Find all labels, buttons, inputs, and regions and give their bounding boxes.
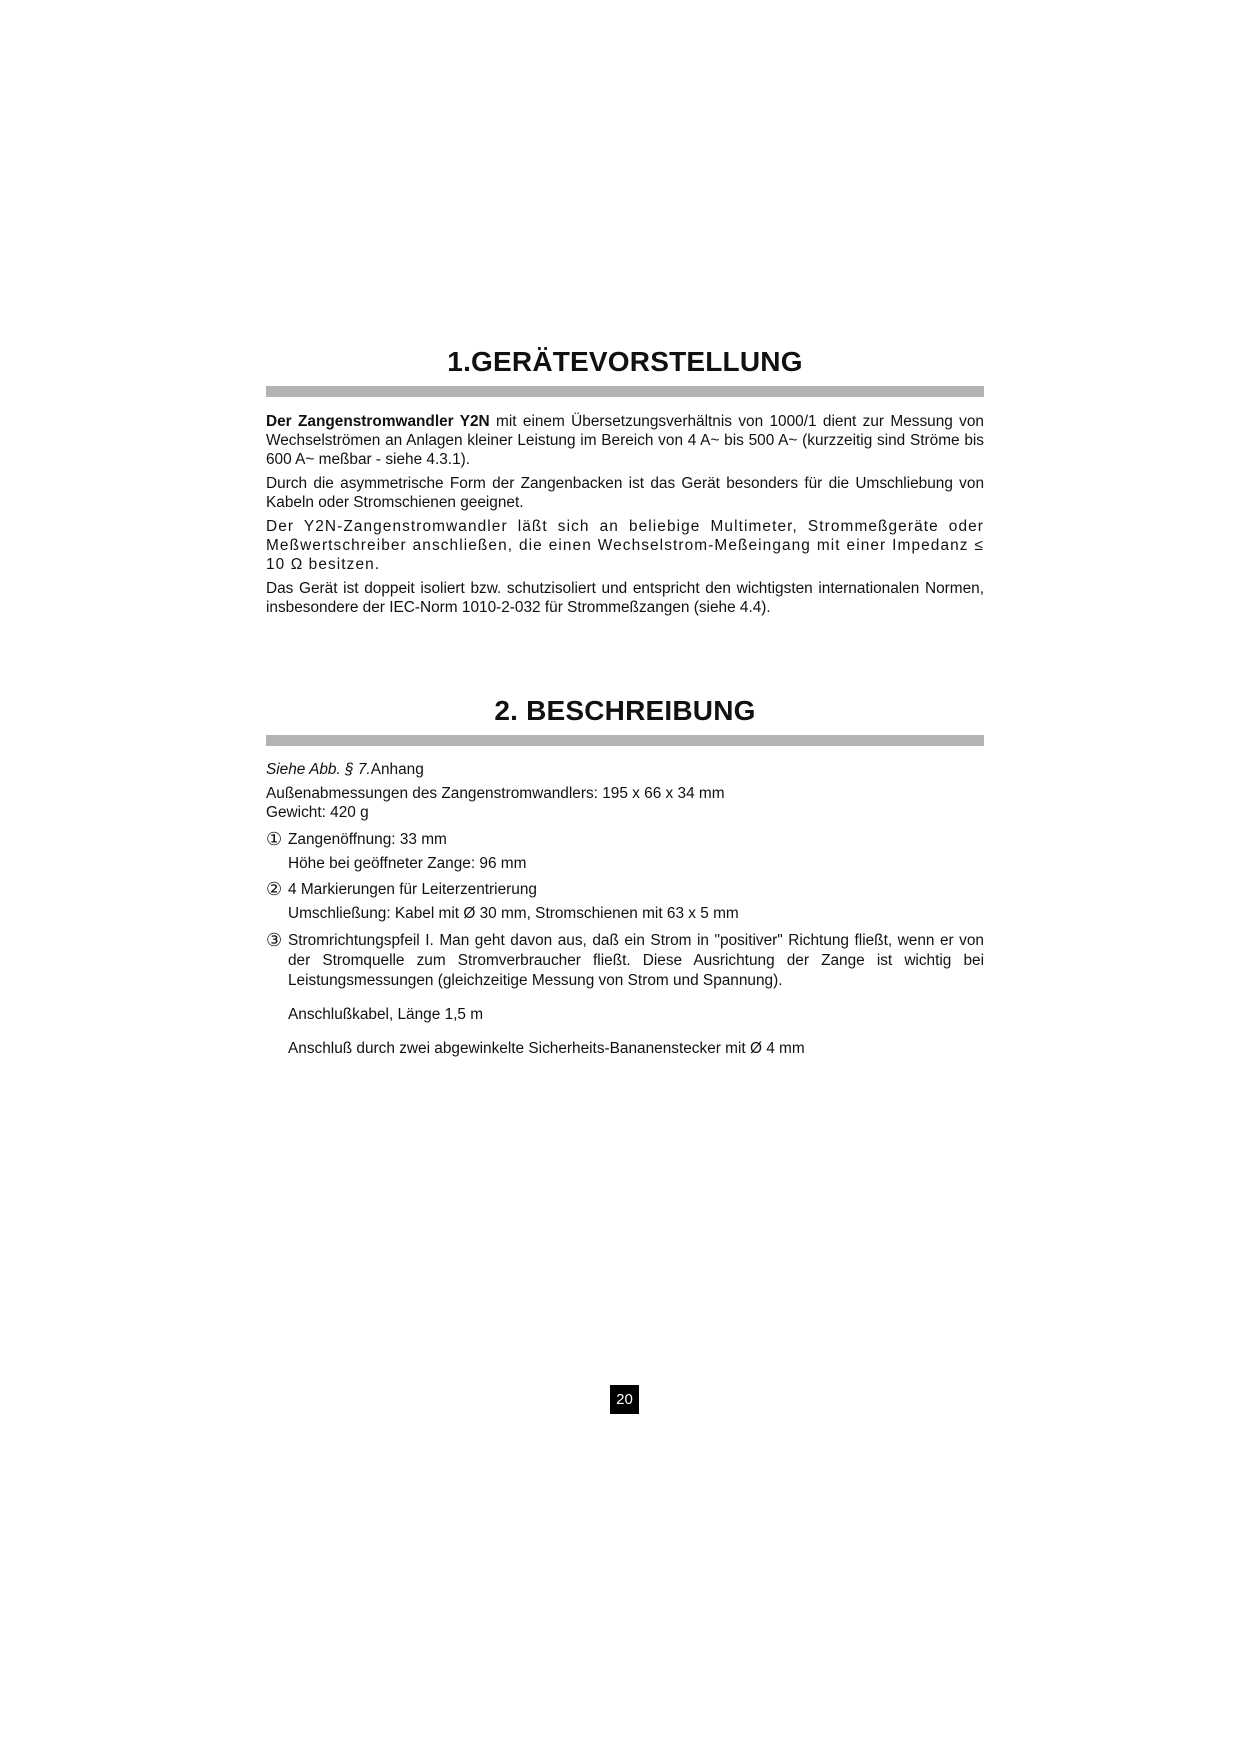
list-item-text: Zangenöffnung: 33 mm bbox=[288, 831, 447, 848]
section-2-divider bbox=[266, 735, 984, 746]
list-item-detail: Umschließung: Kabel mit Ø 30 mm, Stromschienen mit 63 x 5 mm bbox=[288, 905, 739, 922]
intro-paragraph-text: mit einem Übersetzungsverhältnis von 1000/1 dient zur Messung von Wechselströmen an Anlagen kleiner Leistung im Bereich von 4 A~ bis 500 A~ (kurzzeitig sind Ströme bis 600 A~ meßbar - siehe 4.3.1). bbox=[266, 413, 984, 468]
section-1 bbox=[266, 346, 984, 378]
section-1-divider bbox=[266, 386, 984, 397]
jaw-shape-paragraph: Durch die asymmetrische Form der Zangenbacken ist das Gerät besonders für die Umschliebung von Kabeln oder Stromschienen geeignet. bbox=[266, 475, 984, 511]
section-2 bbox=[266, 695, 984, 727]
list-item bbox=[266, 880, 984, 900]
product-name: Der Zangenstromwandler Y2N bbox=[266, 413, 490, 430]
list-item bbox=[266, 931, 984, 991]
figure-reference-text: Anhang bbox=[370, 761, 424, 778]
weight-line: Gewicht: 420 g bbox=[266, 804, 369, 821]
section-2-title: 2. BESCHREIBUNG bbox=[494, 695, 756, 726]
circled-number-2: ② bbox=[266, 879, 283, 900]
figure-reference bbox=[266, 760, 984, 779]
connector-line: Anschluß durch zwei abgewinkelte Sicherheits-Bananenstecker mit Ø 4 mm bbox=[288, 1040, 805, 1057]
section-1-body bbox=[266, 412, 984, 617]
insulation-paragraph: Das Gerät ist doppeit isoliert bzw. schutzisoliert und entspricht den wichtigsten internationalen Normen, insbesondere der IEC-Norm 1010-2-032 für Strommeßzangen (siehe 4.4). bbox=[266, 580, 984, 616]
section-2-body bbox=[266, 760, 984, 1059]
list-item-text: 4 Markierungen für Leiterzentrierung bbox=[288, 881, 537, 898]
circled-number-1: ① bbox=[266, 829, 283, 850]
intro-paragraph bbox=[266, 412, 984, 469]
circled-number-3: ③ bbox=[266, 930, 283, 951]
list-item-detail: Höhe bei geöffneter Zange: 96 mm bbox=[288, 855, 527, 872]
page-number: 20 bbox=[610, 1385, 639, 1414]
list-item-text: Stromrichtungspfeil I. Man geht davon aus, daß ein Strom in "positiver" Richtung fließt, wenn er von der Stromquelle zum Stromverbraucher fließt. Diese Ausrichtung der Zange ist wichtig bei Leistungsmessungen (gleichzeitige Messung von Strom und Spannung). bbox=[288, 932, 984, 989]
dimensions-line: Außenabmessungen des Zangenstromwandlers: 195 x 66 x 34 mm bbox=[266, 785, 725, 802]
cable-line: Anschlußkabel, Länge 1,5 m bbox=[288, 1006, 484, 1023]
figure-reference-italic: Siehe Abb. § 7. bbox=[266, 761, 371, 778]
compatibility-paragraph: Der Y2N-Zangenstromwandler läßt sich an beliebige Multimeter, Strommeßgeräte oder Meßwertschreiber anschließen, die einen Wechselstrom-Meßeingang mit einer Impedanz ≤ 10 Ω besitzen. bbox=[266, 518, 984, 573]
list-item bbox=[266, 830, 984, 850]
section-1-title: 1.GERÄTEVORSTELLUNG bbox=[447, 346, 803, 377]
